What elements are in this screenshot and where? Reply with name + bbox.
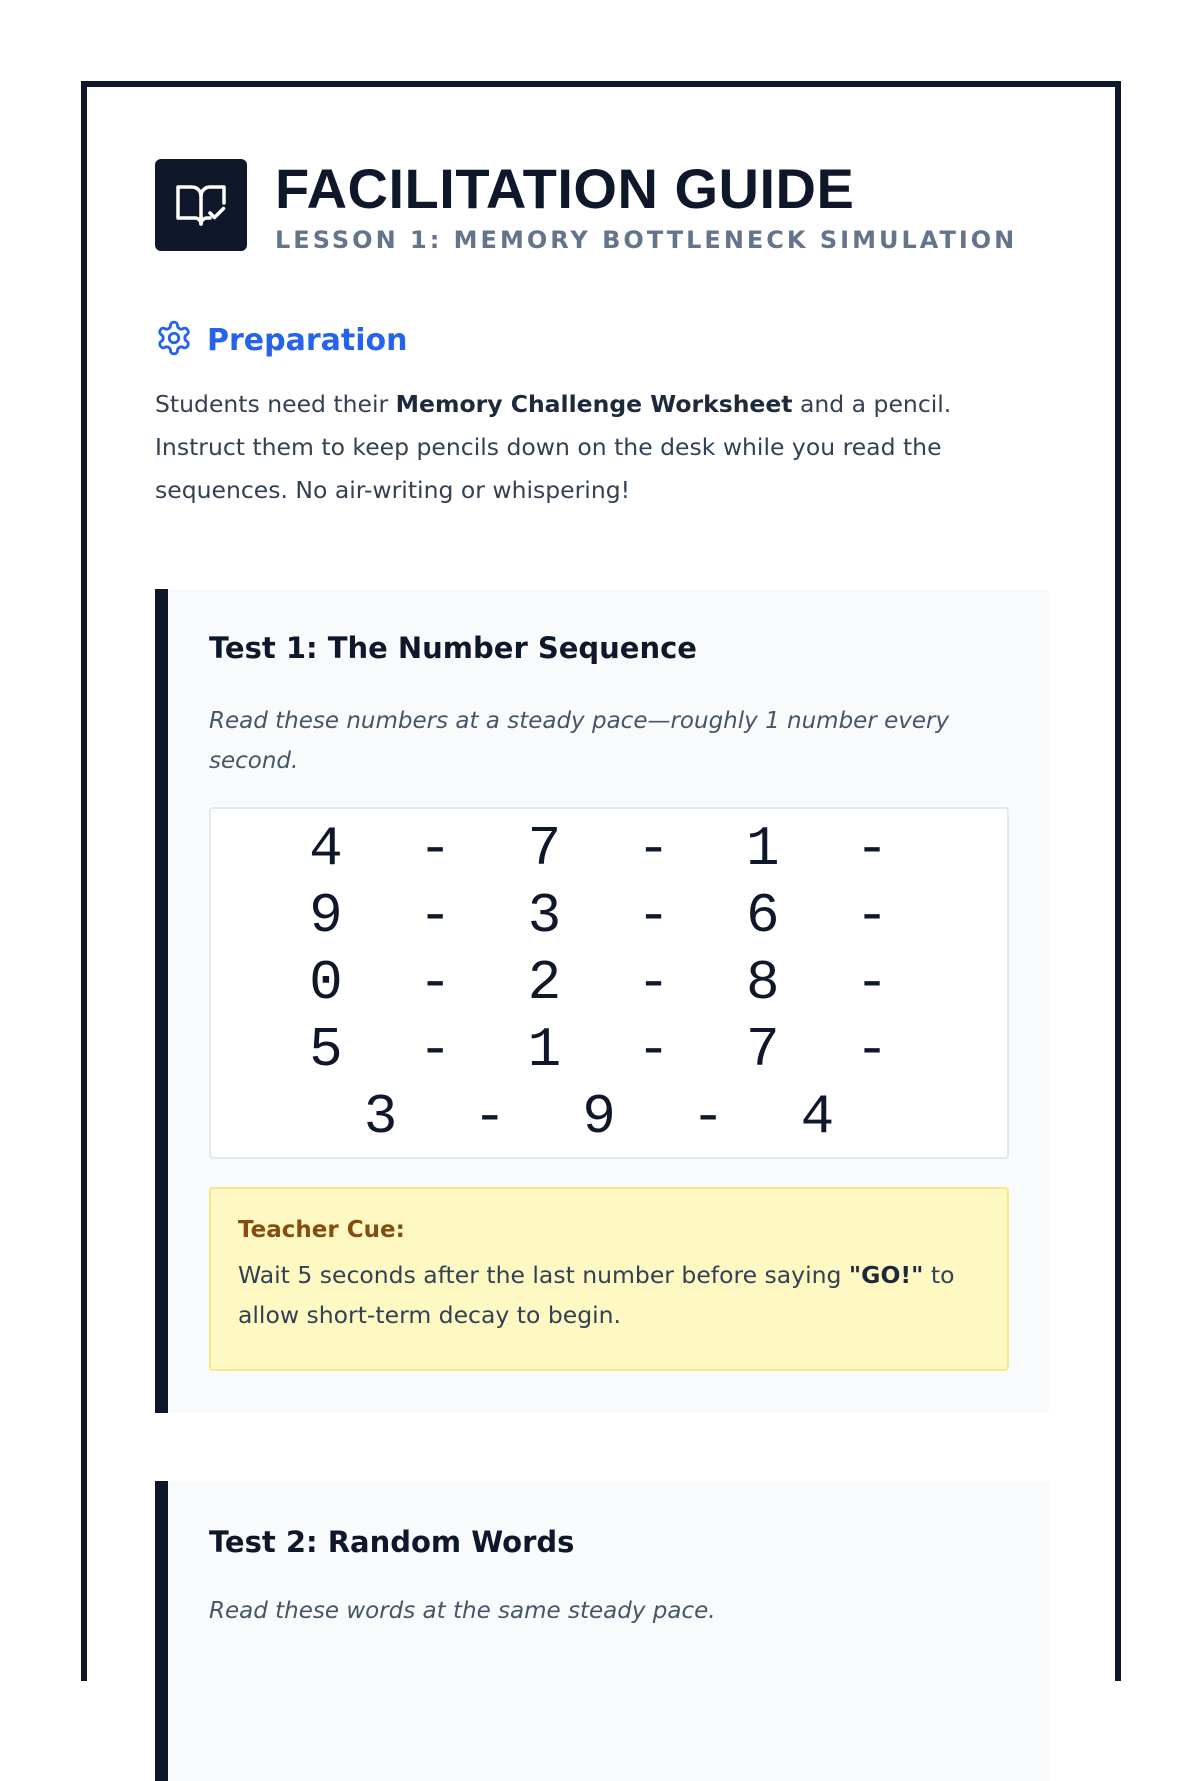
book-check-icon <box>155 159 247 251</box>
preparation-text: Students need their Memory Challenge Worksheet and a pencil. Instruct them to keep pencils down on the desk while you read the sequences. No air-writing or whispering! <box>155 390 952 504</box>
number-sequence: 4 - 7 - 1 - 9 - 3 - 6 - 0 - 2 - 8 - 5 - 1 - 7 - 3 - 9 - 4 <box>309 816 909 1149</box>
lesson-subtitle: LESSON 1: MEMORY BOTTLENECK SIMULATION <box>275 226 1018 254</box>
worksheet-name: Memory Challenge Worksheet <box>395 390 793 418</box>
test-instruction: Read these words at the same steady pace. <box>209 1598 716 1624</box>
facilitation-guide-sheet <box>81 81 1121 1681</box>
preparation-heading <box>155 319 407 362</box>
test-card-number-sequence <box>155 589 1049 1413</box>
test-title: Test 2: Random Words <box>209 1525 575 1559</box>
number-sequence-box <box>209 807 1009 1159</box>
test-title: Test 1: The Number Sequence <box>209 631 697 665</box>
guide-header <box>155 159 1017 254</box>
preparation-title: Preparation <box>207 323 408 358</box>
teacher-cue-label: Teacher Cue: <box>238 1217 405 1243</box>
teacher-cue-text: Wait 5 seconds after the last number before saying "GO!" to allow short-term decay to begin. <box>238 1261 955 1329</box>
page-title: FACILITATION GUIDE <box>275 157 855 220</box>
test-card-random-words <box>155 1481 1049 1781</box>
gear-icon <box>155 319 193 362</box>
test-instruction: Read these numbers at a steady pace—roughly 1 number every second. <box>209 708 950 774</box>
teacher-cue-box <box>209 1187 1009 1371</box>
